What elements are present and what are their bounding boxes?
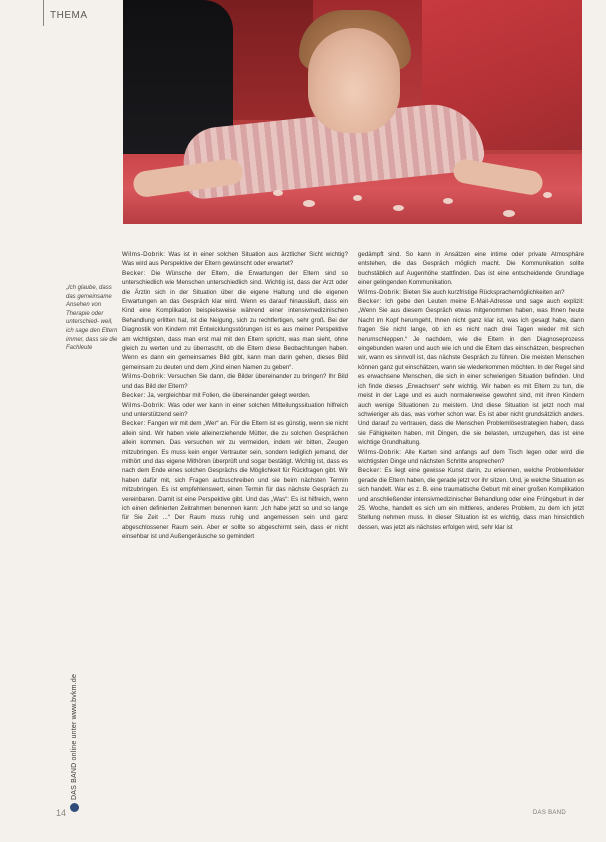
article-column-right — [358, 250, 584, 532]
speaker-label: Wilms-Dobrik: — [358, 288, 402, 296]
paragraph-text: Was ist in einer solchen Situation aus ärztlicher Sicht wichtig? Was wird aus Perspektive der Eltern gewünscht oder erwartet? — [122, 251, 348, 268]
bvkm-logo-icon — [70, 803, 79, 812]
paragraph-text: Alle Karten sind anfangs auf dem Tisch legen oder wird die wichtigsten Dinge und nächsten Schritte ansprechen? — [358, 448, 584, 465]
paragraph-text: Fangen wir mit dem „Wer“ an. Für die Eltern ist es günstig, wenn sie nicht allein sind. Wir haben viele alleinerziehende Mütter, die zu solchen Gesprächen allein kommen. Das versuchen wir zu vermeiden, indem wir bitten, Zeugen mitzubringen. Es muss kein enger Vertrauter sein, sondern lediglich jemand, der mithört und das eigene Mithören überprüft und sogar bestätigt. Wichtig ist, dass es nach dem Ende eines solchen Gesprächs die Möglichkeit für Rückfragen gibt. Wir haben dafür mit, sich Fragen aufzuschreiben und sie beim nächsten Termin mitzubringen. Es ist empfehlenswert, einen Termin für das nächste Gespräch zu vereinbaren. Damit ist eine Perspektive gibt. Und das „Was“: Es ist hilfreich, wenn ich einen definierten Zeitrahmen benennen kann: „Ich habe jetzt so und so lange für Sie Zeit ...“ Der Raum muss ruhig und angemessen sein und ganz abgeschlossener Raum sein. Aber er sollte so abgeschirmt sein, dass er nicht einsehbar ist und Außengeräusche so gemindert — [122, 420, 348, 541]
photo-confetti — [393, 205, 404, 211]
paragraph-text: Versuchen Sie dann, die Bilder übereinander zu bringen? Ihr Bild und das Bild der Eltern? — [122, 373, 348, 390]
paragraph-text: Bieten Sie auch kurzfristige Rücksprachemöglichkeiten an? — [401, 288, 565, 296]
article-paragraph — [358, 288, 584, 297]
paragraph-text: Es liegt eine gewisse Kunst darin, zu erkennen, welche Problemfelder gerade die Eltern haben, die gerade jetzt vor ihr sitzen. Und, je welche Situation es sich handelt. War es z. B. eine traumatische Geburt mit einer großen Komplikation und anschließender intensivmedizinischer Behandlung oder eine Frühgeburt in der 25. Woche, handelt es sich um ein mittleres, anderes Problem, zu dem ich jetzt Stellung nehmen muss. In dieser Situation ist es wichtig, dass man hinsichtlich dessen, was jetzt als nächstes erfolgen wird, sehr klar ist — [358, 467, 584, 531]
speaker-label: Becker: — [358, 298, 382, 306]
speaker-label: Wilms-Dobrik: — [122, 401, 166, 409]
speaker-label: Becker: — [122, 269, 146, 277]
photo-confetti — [543, 192, 552, 198]
article-paragraph — [358, 250, 584, 288]
article-paragraph — [122, 269, 348, 372]
photo-confetti — [273, 190, 283, 196]
photo-confetti — [443, 198, 453, 204]
paragraph-text: Ich gebe den Leuten meine E-Mail-Adresse und sage auch explizit: „Wenn Sie aus diesem Gespräch etwas mitgenommen haben, was Ihnen heute Nacht im Kopf herumgeht, Ihnen nicht ganz klar ist, was ich gesagt habe, dann fragen Sie nicht lange, ob ich es nicht nach drei Tagen wieder mit sich herumschleppen.“ Je nachdem, wie die Eltern in den Diagnoseprozess eingebunden waren und auch wie ich und die Eltern das einschätzen, besprechen wir, wann es sinnvoll ist, das nächste Gespräch zu führen. Die meisten Menschen können ganz gut einschätzen, wann sie wiederkommen möchten. In der Regel sind es erwachsene Menschen, die sich in einer schwierigen Situation befinden. Und ich finde dieses „Erwachsen“ sehr wichtig. Wir haben es mit Eltern zu tun, die meist in der Lage und es auch normalerweise gewohnt sind, mit ihren Kindern auch wenige Situationen zu meistern. Und diese Situation ist jetzt noch mal schwieriger als das, was vorher schon war. Es ist aber nicht grundsätzlich anders. Und darauf zu vertrauen, dass die Menschen Problemlösestrategien haben, dass sie Fähigkeiten haben, mit Dingen, die sie belasten, umzugehen, das ist eine wichtige Grundhaltung. — [358, 298, 584, 447]
article-paragraph — [358, 297, 584, 448]
paragraph-text: Die Wünsche der Eltern, die Erwartungen der Eltern sind so unterschiedlich wie Menschen unterschiedlich sind. Wichtig ist, dass der Arzt oder die Ärztin sich in der Situation über die eigene Haltung und die eigenen Erwartungen an das Gespräch klar wird. Wenn es darauf hinausläuft, dass ein Kind eine Komplikation beispielsweise während einer intensivmedizinischen Behandlung erlitten hat, ist die Neigung, sich zu rechtfertigen, sehr groß. Bei der Diagnostik von Kindern mit Entwicklungsstörungen ist es aus meiner Perspektive am wichtigsten, dass man erst mal mit den Eltern spricht, was man sieht, ohne gleich zu werten und zu überrascht, ob die Eltern diese Beobachtungen haben. Wenn es dann ein gemeinsames Bild gibt, kann man darin gehen, dieses Bild gemeinsam zu deuten und dem „Kind einen Namen zu geben“. — [122, 269, 348, 371]
speaker-label: Wilms-Dobrik: — [358, 448, 402, 456]
article-paragraph — [122, 250, 348, 269]
article-photo — [123, 0, 582, 224]
article-paragraph — [122, 401, 348, 420]
paragraph-text: Was oder wer kann in einer solchen Mitteilungssituation hilfreich und unterstützend sein? — [122, 401, 348, 418]
photo-confetti — [353, 195, 362, 201]
speaker-label: Becker: — [358, 467, 382, 475]
article-paragraph — [358, 448, 584, 467]
photo-confetti — [503, 210, 515, 217]
photo-confetti — [303, 200, 315, 207]
article-paragraph — [122, 391, 348, 400]
speaker-label: Wilms-Dobrik: — [122, 373, 166, 381]
section-label: THEMA — [50, 10, 88, 21]
sidebar-vertical-url — [70, 674, 79, 812]
article-paragraph — [122, 372, 348, 391]
article-column-left — [122, 250, 348, 542]
article-paragraph — [122, 419, 348, 541]
article-paragraph — [358, 466, 584, 532]
photo-child-face — [308, 28, 400, 133]
speaker-label: Wilms-Dobrik: — [122, 251, 166, 258]
speaker-label: Becker: — [122, 392, 146, 400]
footer-brand: DAS BAND — [532, 810, 566, 816]
speaker-label: Becker: — [122, 420, 146, 428]
header-rule — [43, 0, 44, 26]
pull-quote: „Ich glaube, dass das gemeinsame Ansehen von Therapie oder unterschied- weil, ich sage den Eltern immer, dass sie die Fachleute — [66, 285, 118, 352]
paragraph-text: gedämpft sind. So kann in Ansätzen eine intime oder private Atmosphäre entstehen, die das Gespräch möglich macht. Die Kommunikation sollte buchstäblich auf Augenhöhe stattfinden. Das ist eine entscheidende Grundlage einer gelingenden Kommunikation. — [358, 251, 584, 287]
page-number: 14 — [56, 808, 67, 818]
paragraph-text: Ja, vergleichbar mit Folien, die übereinander gelegt werden. — [145, 392, 311, 400]
sidebar-vertical-text: DAS BAND online unter www.bvkm.de — [71, 673, 78, 800]
